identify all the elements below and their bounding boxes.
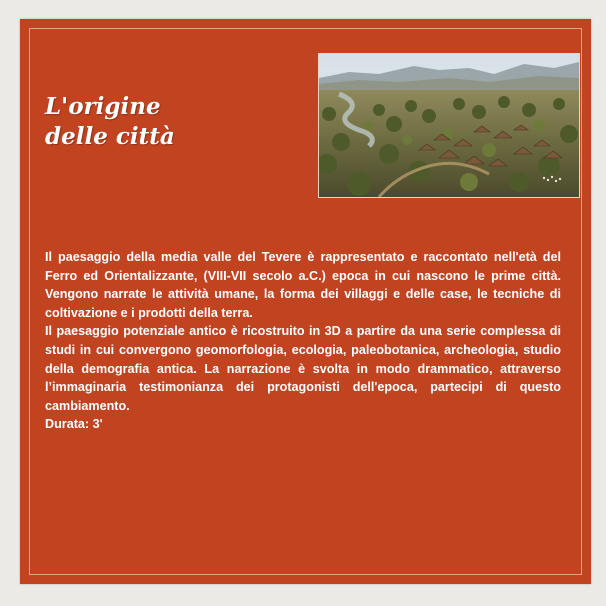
description-text <box>45 248 561 434</box>
title-line-1: L'origine <box>45 93 161 120</box>
title-line-2: delle città <box>45 123 175 150</box>
paragraph-1: Il paesaggio della media valle del Tevere è rappresentato e raccontato nell'età del Ferro ed Orientalizzante, (VIII-VII secolo a.C.) epoca in cui nascono le prime città. Vengono narrate le attività umane, la forma dei villaggi e delle case, le tecniche di coltivazione e i prodotti della terra. <box>45 250 561 320</box>
landscape-image <box>318 53 580 198</box>
duration-label: Durata: 3' <box>45 417 103 432</box>
card-title <box>45 92 275 152</box>
paragraph-2: Il paesaggio potenziale antico è ricostruito in 3D a partire da una serie complessa di studi in cui convergono geomorfologia, ecologia, paleobotanica, archeologia, studio della demografia antica. La narrazione è svolta in modo drammatico, attraverso l’immaginaria testimonianza dei protagonisti dell'epoca, partecipi di questo cambiamento. <box>45 324 561 413</box>
